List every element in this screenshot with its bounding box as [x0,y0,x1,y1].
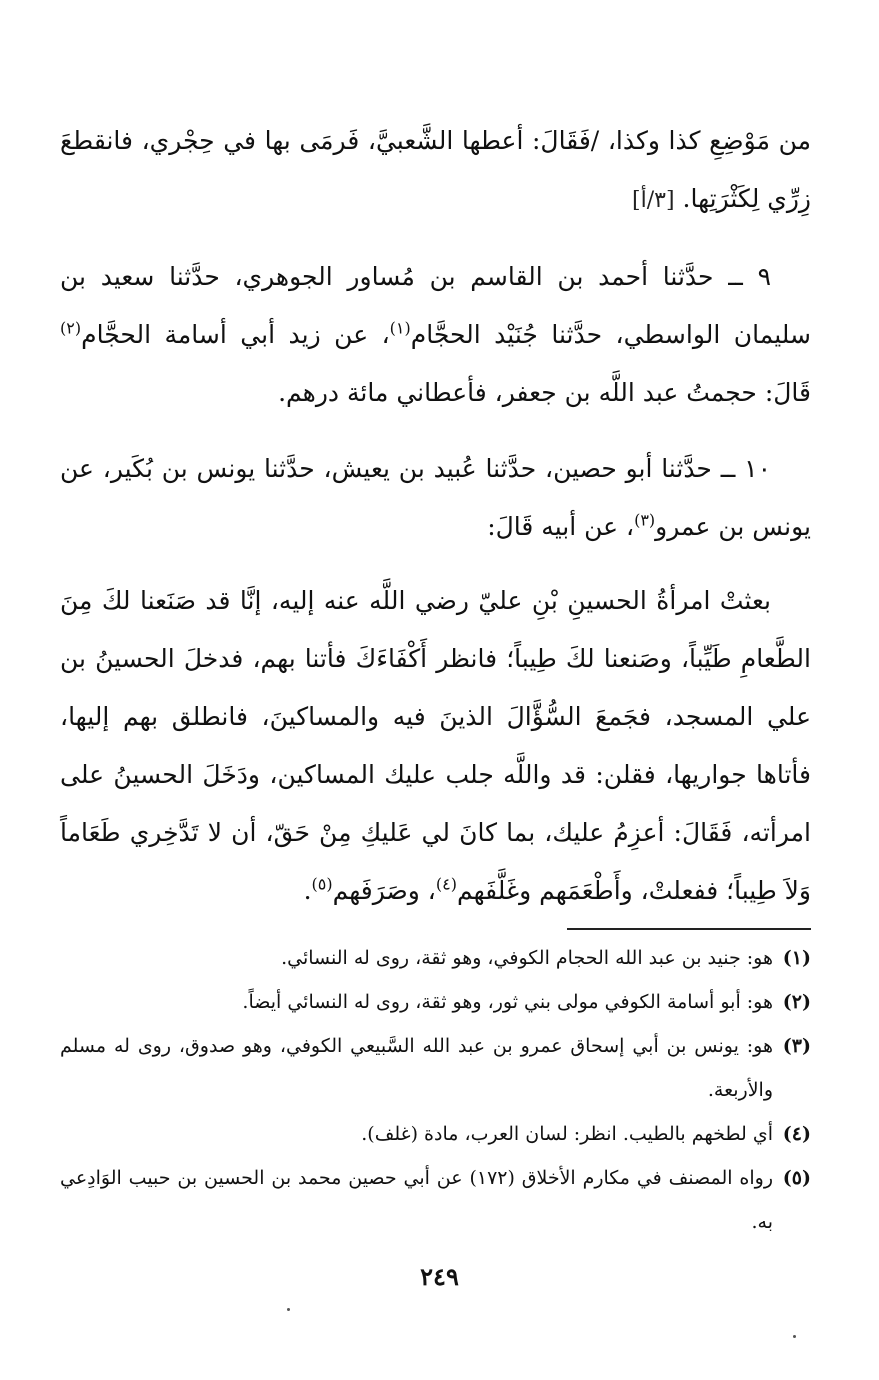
footnote-divider [567,928,811,930]
paragraph-text: ، وصَرَفَهم [332,876,436,905]
footnote-ref-5[interactable]: (٥) [311,874,333,894]
paragraph-text: من مَوْضِعِ كذا وكذا، /فَقَالَ: أعطها الشَّعبيَّ، فَرمَى بها في حِجْري، فانقطعَ زِرِّي لِكَثْرَتِها. [60,126,811,213]
scan-speck [287,1308,290,1311]
paragraph-text: بعثتْ امرأةُ الحسينِ بْنِ عليّ رضي اللَّه عنه إليه، إنَّا قد صَنَعنا لكَ مِنَ الطَّعامِ طَيِّباً، وصَنعنا لكَ طِيباً؛ فانظر أَكْفَاءَكَ فأتنا بهم، فدخلَ الحسينُ بن علي المسجد، فجَمعَ السُّؤَّالَ الذينَ فيه والمساكينَ، فانطلق بهم إليها، فأتاها جواريها، فقلن: قد واللَّه جلب عليك المساكين، ودَخَلَ الحسينُ على امرأته، فَقَالَ: أعزِمُ عليك، بما كانَ لي عَليكِ مِنْ حَقّ، أن لا تَدَّخِري طَعَاماً وَلاَ طِيباً؛ ففعلتْ، وأَطْعَمَهم وغَلَّفَهم [60,586,811,905]
footnote-number: (١) [782,947,811,969]
footnote-number: (٢) [782,991,811,1013]
paragraph-text: ، عن أبيه قَالَ: [487,512,635,541]
paragraph-text: ، عن زيد أبي أسامة الحجَّام [81,320,390,349]
footnote-ref-2[interactable]: (٢) [60,318,82,338]
scan-speck [793,1335,796,1338]
main-text [60,112,811,920]
hadith-9 [60,248,811,422]
page-number: ٢٤٩ [420,1262,459,1291]
manuscript-folio-marker: [٣/أ] [632,188,675,213]
paragraph-text: ١٠ ــ حدَّثنا أبو حصين، حدَّثنا عُبيد بن يعيش، حدَّثنا يونس بن بُكَير، عن يونس بن عمرو [60,454,811,541]
paragraph-text: قَالَ: حجمتُ عبد اللَّه بن جعفر، فأعطاني مائة درهم. [278,378,811,407]
hadith-10 [60,440,811,556]
footnote [60,980,811,1024]
footnote-number: (٣) [782,1035,811,1057]
footnote [60,1156,811,1244]
footnote-ref-4[interactable]: (٤) [435,874,457,894]
footnote-ref-3[interactable]: (٣) [634,510,656,530]
footnote-text: رواه المصنف في مكارم الأخلاق (١٧٢) عن أبي حصين محمد بن الحسين بن حبيب الوَادِعي به. [60,1167,774,1233]
footnotes [60,936,811,1244]
footnote [60,1024,811,1112]
footnote-ref-1[interactable]: (١) [389,318,411,338]
paragraph-text: ٩ ــ حدَّثنا أحمد بن القاسم بن مُساور الجوهري، حدَّثنا سعيد بن سليمان الواسطي، حدَّثنا جُنَيْد الحجَّام [60,262,811,349]
footnote-text: هو: يونس بن أبي إسحاق عمرو بن عبد الله السَّبيعي الكوفي، وهو صدوق، روى له مسلم والأربعة. [60,1035,773,1101]
footnote [60,1112,811,1156]
paragraph-text: . [303,876,312,905]
footnote-number: (٥) [782,1167,811,1189]
paragraph-continuation [60,112,811,230]
footnote-number: (٤) [782,1123,811,1145]
footnote-text: أي لطخهم بالطيب. انظر: لسان العرب، مادة (غلف). [361,1123,773,1145]
footnote [60,936,811,980]
footnote-text: هو: أبو أسامة الكوفي مولى بني ثور، وهو ثقة، روى له النسائي أيضاً. [242,991,773,1013]
footnote-text: هو: جنيد بن عبد الله الحجام الكوفي، وهو ثقة، روى له النسائي. [281,947,773,969]
hadith-10-narration [60,572,811,920]
